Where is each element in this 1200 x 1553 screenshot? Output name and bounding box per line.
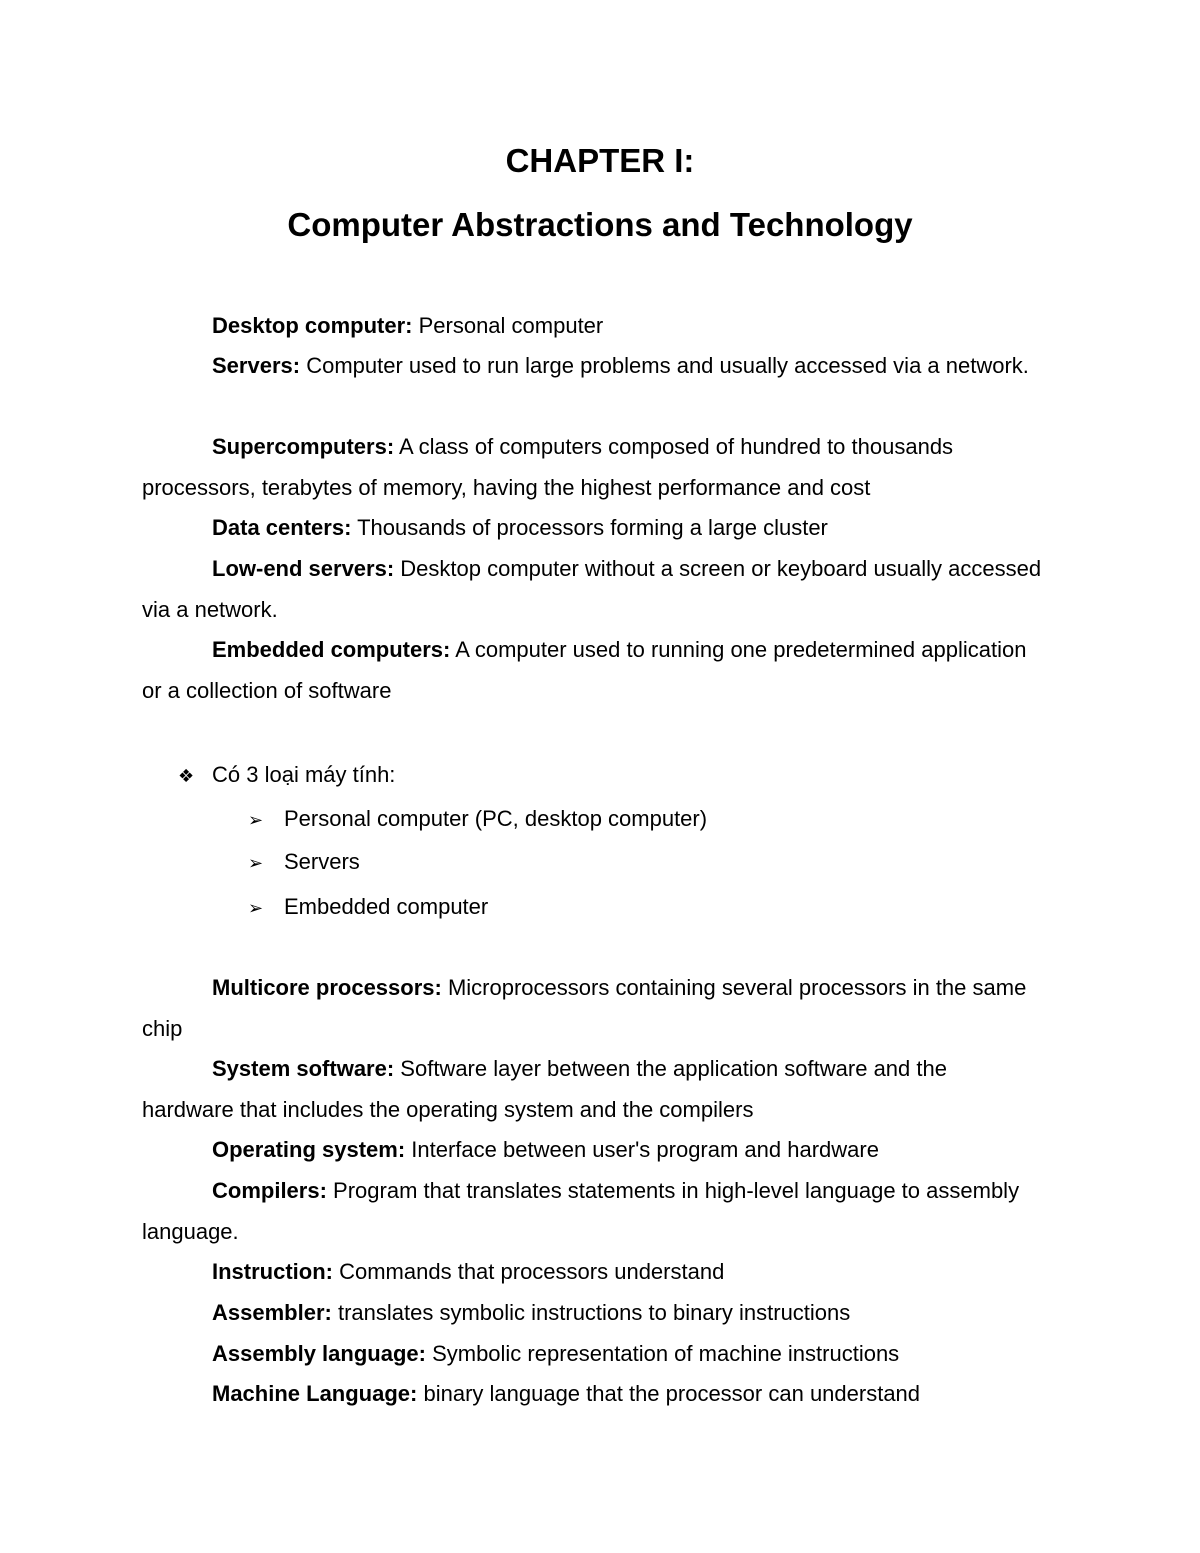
definition-data-centers [142, 508, 1042, 549]
bullet-computer-types [178, 760, 395, 791]
definition-multicore-processors [142, 968, 1042, 1049]
definition-term: Instruction: [212, 1259, 333, 1284]
definition-instruction [142, 1252, 1042, 1293]
definition-low-end-servers [142, 549, 1042, 630]
definition-text: translates symbolic instructions to binary instructions [331, 1300, 851, 1325]
diamond-bullet-icon: ❖ [178, 766, 195, 786]
definition-term: Low-end servers: [212, 556, 395, 581]
bullet-text: Có 3 loại máy tính: [212, 762, 396, 787]
definition-machine-language [142, 1374, 1042, 1415]
sub-bullet-item [248, 892, 488, 923]
definition-text: Commands that processors understand [333, 1259, 725, 1284]
definition-text: A class of computers composed of hundred to thousands processors, terabytes of memory, having the highest performance and cost [142, 434, 954, 500]
definition-term: Assembler: [212, 1300, 332, 1325]
definition-text: Symbolic representation of machine instructions [425, 1341, 900, 1366]
definition-term: Assembly language: [212, 1341, 426, 1366]
chapter-title: Computer Abstractions and Technology [287, 206, 913, 243]
definition-text: Software layer between the application software and the hardware that includes the operating system and the compilers [142, 1056, 947, 1122]
definition-term: Supercomputers: [212, 434, 395, 459]
definition-text: binary language that the processor can understand [417, 1381, 921, 1406]
definition-term: Compilers: [212, 1178, 327, 1203]
definition-term: Machine Language: [212, 1381, 418, 1406]
definition-operating-system [142, 1130, 1042, 1171]
definition-embedded-computers [142, 630, 1042, 711]
sub-bullet-item [248, 847, 360, 878]
sub-bullet-text: Servers [284, 849, 360, 874]
definition-text: Program that translates statements in high-level language to assembly language. [142, 1178, 1020, 1244]
definition-assembly-language [142, 1334, 1042, 1375]
sub-bullet-text: Embedded computer [284, 894, 489, 919]
arrow-bullet-icon: ➢ [248, 853, 264, 873]
definition-system-software [142, 1049, 1042, 1130]
definition-servers [142, 346, 1042, 387]
definition-term: Servers: [212, 353, 301, 378]
chapter-heading: CHAPTER I: [505, 142, 695, 179]
sub-bullet-item [248, 804, 707, 835]
definition-supercomputers [142, 427, 1042, 508]
definition-term: Embedded computers: [212, 637, 451, 662]
sub-bullet-text: Personal computer (PC, desktop computer) [284, 806, 708, 831]
definition-text: A computer used to running one predetermined application or a collection of software [142, 637, 1027, 703]
definition-term: System software: [212, 1056, 395, 1081]
definition-text: Personal computer [412, 313, 604, 338]
definition-text: Microprocessors containing several processors in the same chip [142, 975, 1027, 1041]
definition-term: Data centers: [212, 515, 352, 540]
definition-compilers [142, 1171, 1042, 1252]
definition-assembler [142, 1293, 1042, 1334]
definition-text: Computer used to run large problems and usually accessed via a network. [300, 353, 1029, 378]
definition-text: Thousands of processors forming a large cluster [351, 515, 828, 540]
definition-term: Desktop computer: [212, 313, 413, 338]
definition-term: Multicore processors: [212, 975, 442, 1000]
definition-text: Desktop computer without a screen or keyboard usually accessed via a network. [142, 556, 1042, 622]
arrow-bullet-icon: ➢ [248, 810, 264, 830]
definition-term: Operating system: [212, 1137, 406, 1162]
arrow-bullet-icon: ➢ [248, 898, 264, 918]
definition-desktop-computer [142, 306, 1042, 347]
definition-text: Interface between user's program and hardware [405, 1137, 879, 1162]
